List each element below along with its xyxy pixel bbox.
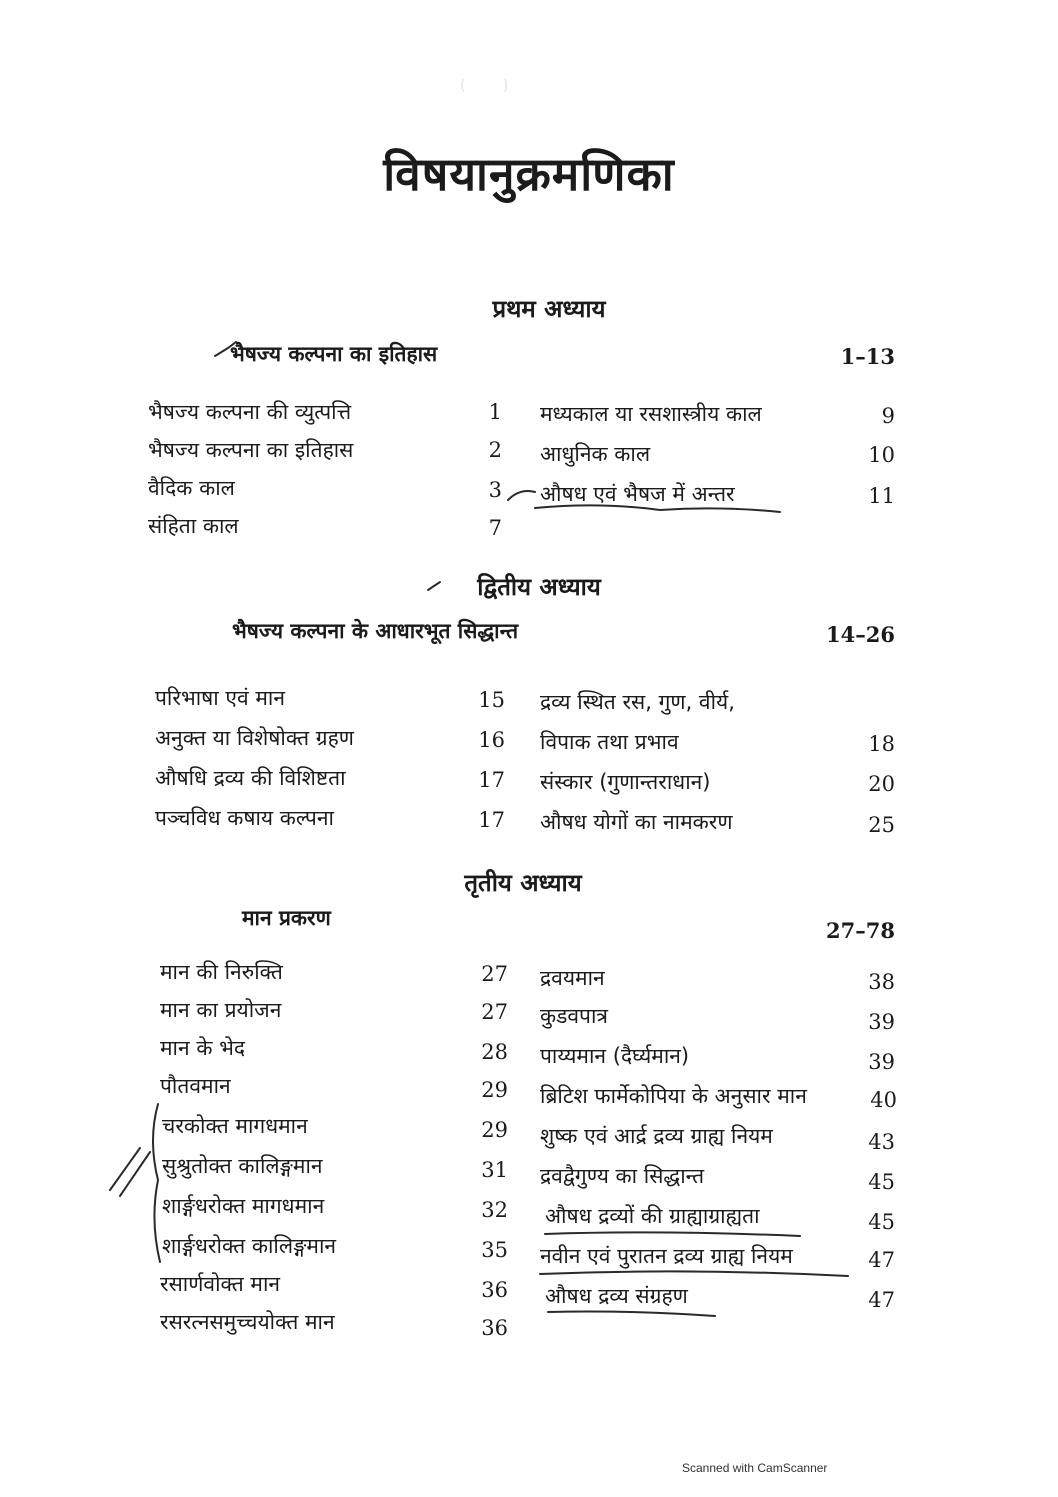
bleed-through-mark: ( ) <box>460 78 515 94</box>
toc-entry: द्रव्य स्थित रस, गुण, वीर्य, <box>540 690 735 714</box>
toc-entry: वैदिक काल <box>148 476 235 500</box>
toc-entry: मान के भेद <box>160 1036 246 1060</box>
toc-entry: रसार्णवोक्त मान <box>160 1272 281 1296</box>
toc-page-number: 16 <box>478 728 505 752</box>
toc-entry: द्रवयमान <box>540 966 605 990</box>
toc-entry: सुश्रुतोक्त कालिङ्गमान <box>162 1154 323 1178</box>
toc-entry: औषध एवं भैषज में अन्तर <box>540 482 735 506</box>
toc-entry: शुष्क एवं आर्द्र द्रव्य ग्राह्य नियम <box>540 1124 773 1148</box>
toc-page-number: 38 <box>868 970 895 994</box>
toc-entry: मान की निरुक्ति <box>160 960 283 984</box>
toc-entry: चरकोक्त मागधमान <box>162 1114 308 1138</box>
page-title: विषयानुक्रमणिका <box>383 147 675 201</box>
chapter-2-section-title: भैषज्य कल्पना के आधारभूत सिद्धान्त <box>232 619 519 643</box>
toc-entry: औषध द्रव्यों की ग्राह्याग्राह्यता <box>545 1204 760 1228</box>
toc-page-number: 43 <box>868 1130 895 1154</box>
toc-page-number: 3 <box>488 478 502 502</box>
toc-page-number: 39 <box>868 1010 895 1034</box>
toc-page-number: 17 <box>478 808 505 832</box>
toc-entry: परिभाषा एवं मान <box>155 686 286 710</box>
pen-slash-mark <box>110 1148 150 1196</box>
toc-page-number: 1 <box>488 400 502 424</box>
chapter-2-heading: द्वितीय अध्याय <box>477 573 601 601</box>
chapter-1-heading: प्रथम अध्याय <box>492 295 606 323</box>
scanner-watermark: Scanned with CamScanner <box>682 1461 828 1475</box>
toc-entry: कुडवपात्र <box>540 1004 608 1028</box>
toc-page-number: 45 <box>868 1170 895 1194</box>
chapter-3-page-range: 27–78 <box>826 918 895 943</box>
toc-page-number: 25 <box>868 813 895 837</box>
toc-page-number: 29 <box>481 1078 508 1102</box>
pen-tick-mark <box>428 582 440 590</box>
toc-page-number: 36 <box>481 1278 508 1302</box>
toc-entry: द्रवद्वैगुण्य का सिद्धान्त <box>540 1164 705 1188</box>
toc-page-number: 47 <box>868 1248 895 1272</box>
toc-entry: औषध योगों का नामकरण <box>540 810 733 834</box>
toc-entry: भैषज्य कल्पना की व्युत्पत्ति <box>148 400 352 424</box>
pen-tick-mark <box>215 342 236 356</box>
toc-page-number: 47 <box>868 1288 895 1312</box>
toc-entry: रसरत्नसमुच्चयोक्त मान <box>160 1310 335 1334</box>
toc-page-number: 29 <box>481 1118 508 1142</box>
toc-page-number: 40 <box>870 1088 897 1112</box>
pen-underline <box>548 1312 715 1317</box>
chapter-1-section-title: भैषज्य कल्पना का इतिहास <box>230 342 438 366</box>
toc-entry: मध्यकाल या रसशास्त्रीय काल <box>540 402 762 426</box>
toc-page-number: 36 <box>481 1316 508 1340</box>
toc-entry: औषधि द्रव्य की विशिष्टता <box>155 766 346 790</box>
toc-page-number: 27 <box>481 1000 508 1024</box>
toc-page-number: 35 <box>481 1238 508 1262</box>
toc-entry: पौतवमान <box>160 1074 231 1098</box>
pen-bracket <box>153 1104 160 1262</box>
toc-page-number: 28 <box>481 1040 508 1064</box>
toc-page-number: 17 <box>478 768 505 792</box>
toc-page-number: 9 <box>881 404 895 428</box>
toc-entry: शार्ङ्गधरोक्त मागधमान <box>162 1194 325 1218</box>
toc-entry: पञ्चविध कषाय कल्पना <box>155 806 334 830</box>
pen-underline <box>540 1271 848 1276</box>
toc-page-number: 11 <box>868 484 895 508</box>
toc-page-number: 39 <box>868 1050 895 1074</box>
toc-entry: संहिता काल <box>148 514 239 538</box>
toc-page-number: 32 <box>481 1198 508 1222</box>
toc-entry: नवीन एवं पुरातन द्रव्य ग्राह्य नियम <box>540 1244 793 1268</box>
toc-entry: संस्कार (गुणान्तराधान) <box>540 770 711 794</box>
toc-entry: मान का प्रयोजन <box>160 998 282 1022</box>
toc-entry: विपाक तथा प्रभाव <box>540 730 679 754</box>
toc-entry: औषध द्रव्य संग्रहण <box>545 1284 688 1308</box>
chapter-3-section-title: मान प्रकरण <box>242 906 331 930</box>
chapter-2-page-range: 14–26 <box>826 622 895 647</box>
toc-entry: शार्ङ्गधरोक्त कालिङ्गमान <box>162 1234 337 1258</box>
toc-page-number: 20 <box>868 772 895 796</box>
toc-entry: ब्रिटिश फार्मेकोपिया के अनुसार मान <box>540 1084 807 1108</box>
toc-entry: अनुक्त या विशेषोक्त ग्रहण <box>155 726 354 750</box>
toc-page-number: 15 <box>478 688 505 712</box>
pen-underline <box>545 1232 800 1236</box>
toc-entry: आधुनिक काल <box>540 442 651 466</box>
toc-page-number: 45 <box>868 1210 895 1234</box>
chapter-1-page-range: 1–13 <box>840 344 895 369</box>
pen-underline <box>508 491 780 512</box>
chapter-3-heading: तृतीय अध्याय <box>464 869 582 897</box>
toc-page-number: 7 <box>488 516 502 540</box>
toc-page-number: 31 <box>481 1158 508 1182</box>
toc-page-number: 27 <box>481 962 508 986</box>
toc-page-number: 2 <box>488 438 502 462</box>
toc-page-number: 18 <box>868 732 895 756</box>
toc-page-number: 10 <box>868 443 895 467</box>
toc-entry: पाय्यमान (दैर्घ्यमान) <box>540 1044 690 1068</box>
toc-entry: भैषज्य कल्पना का इतिहास <box>148 438 354 462</box>
